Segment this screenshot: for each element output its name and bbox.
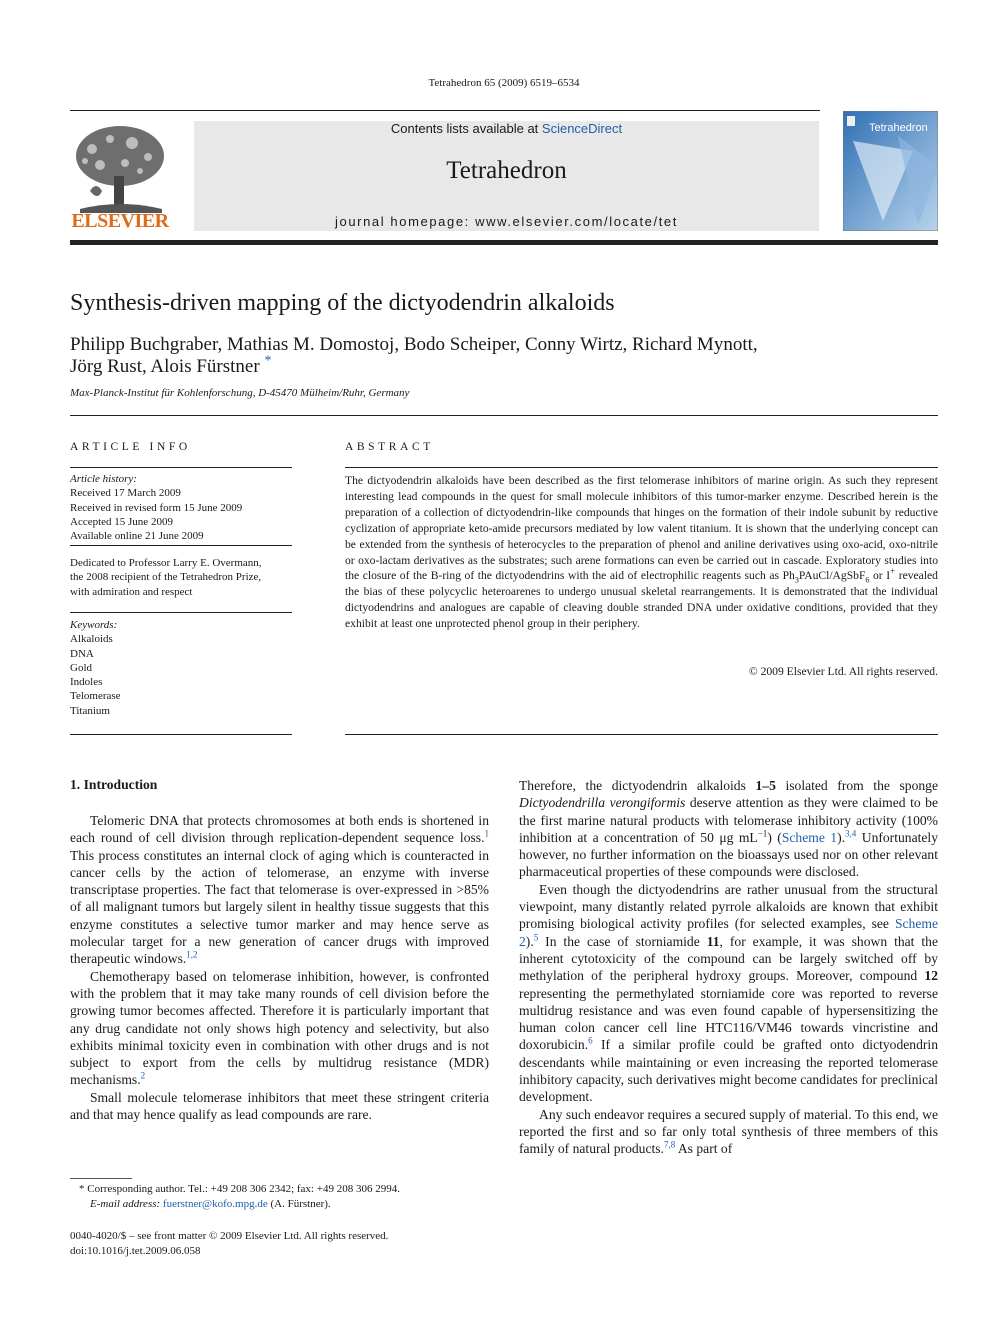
paragraph — [519, 881, 938, 1106]
compound-number: 12 — [924, 968, 938, 984]
footnote-line-2 — [70, 1197, 490, 1212]
dedication-line: Dedicated to Professor Larry E. Overmann, — [70, 557, 262, 569]
text-run: Unfortunately however, no further information on the bioassays used nor on other relevant pharmaceutical properties of these compounds were disclosed. — [519, 829, 939, 880]
paper-title: Synthesis-driven mapping of the dictyodendrin alkaloids — [70, 290, 615, 316]
keywords-label: Keywords: — [70, 619, 118, 631]
front-matter — [70, 1229, 490, 1258]
superscript: + — [890, 566, 896, 577]
journal-homepage[interactable]: journal homepage: www.elsevier.com/locate/tet — [335, 214, 678, 229]
issn-line: 0040-4020/$ – see front matter © 2009 Elsevier Ltd. All rights reserved. — [70, 1230, 389, 1242]
journal-citation: Tetrahedron 65 (2009) 6519–6534 — [428, 77, 580, 89]
abstract-bottom-rule — [345, 734, 938, 735]
authors-line-1: Philipp Buchgraber, Mathias M. Domostoj, Bodo Scheiper, Conny Wirtz, Richard Mynott, — [70, 334, 758, 355]
author-list — [70, 334, 900, 378]
contents-prefix: Contents lists available at — [390, 121, 542, 136]
email-suffix: (A. Fürstner). — [267, 1198, 331, 1210]
compound-number: 11 — [706, 933, 720, 949]
sciencedirect-link[interactable]: ScienceDirect — [541, 121, 623, 136]
scheme-2-link[interactable]: Scheme 2 — [519, 916, 938, 949]
subscript: 3 — [794, 575, 799, 585]
abstract-part: revealed the bias of these polycyclic heteroarenes to undergo unusual skeletal rearrangements. It is demonstrated that the individual dictyodendrins and analogues are capable of cleaving double stranded DNA under oxidative conditions, provided that they exhibit at least one unprotected phenol group in their periphery. — [345, 569, 938, 631]
text-run: In the case of storniamide — [538, 933, 707, 949]
abstract-top-rule — [345, 467, 938, 468]
cover-title: Tetrahedron — [869, 122, 928, 134]
abstract-heading: ABSTRACT — [345, 441, 434, 453]
abstract-text — [345, 473, 938, 632]
journal-name: Tetrahedron — [446, 157, 567, 184]
text-run: deserve attention as they were claimed to be the first marine natural products with telomerase inhibitory activity (100% inhibition at a concentration of 50 μg mL — [519, 795, 938, 845]
history-rule — [70, 545, 292, 546]
text-run: As part of — [675, 1141, 733, 1157]
history-received: Received 17 March 2009 — [70, 487, 181, 500]
footnote-rule — [70, 1178, 132, 1179]
subscript: 6 — [865, 575, 870, 585]
header-top-rule — [70, 110, 820, 111]
text-run: Therefore, the dictyodendrin alkaloids — [519, 778, 756, 793]
reference-link[interactable]: 1,2 — [186, 949, 198, 960]
article-info-heading: ARTICLE INFO — [70, 441, 191, 453]
footnote-contact: Corresponding author. Tel.: +49 208 306 2342; fax: +49 208 306 2994. — [84, 1183, 400, 1195]
abstract-copyright: © 2009 Elsevier Ltd. All rights reserved. — [748, 665, 938, 678]
article-info-rule — [70, 467, 292, 468]
dedication — [70, 556, 292, 599]
text-run: Chemotherapy based on telomerase inhibition, however, is confronted with the problem that it may take many rounds of cell division before the growing tumor becomes affected. Therefore it is particularly important that any drug candidate not only shows high potency and selectivity, but also exhibits minimal toxicity even in combination with other drugs and is not subject to export from the cells by multidrug resistance (MDR) mechanisms. — [70, 968, 489, 1088]
text-run: If a similar profile could be grafted onto dictyodendrin descendants while maintaining or even increasing the reported telomerase inhibitory capacity, such derivatives might become candidates for preclinical development. — [519, 1037, 938, 1105]
dedication-rule — [70, 612, 292, 613]
email-label: E-mail address: — [90, 1198, 161, 1210]
history-revised: Received in revised form 15 June 2009 — [70, 501, 243, 514]
body-column-right — [519, 777, 938, 1158]
author-email-link[interactable]: fuerstner@kofo.mpg.de — [162, 1198, 268, 1210]
header-bottom-rule — [70, 240, 938, 245]
text-run: This process constitutes an internal clock of aging which is counteracted in cancer cells by the action of telomerase, an enzyme with inverse transcriptase properties. The fact that telomerase is over-expressed in >85% of all malignant tumors but largely silent in healthy tissue suggests that this enzyme constitutes a selective tumor marker and may hence serve as molecular target for a new generation of cancer drugs with improved therapeutic windows. — [70, 847, 489, 967]
text-run: Any such endeavor requires a secured supply of material. To this end, we reported the first and so far only total synthesis of three members of this family of natural products. — [519, 1106, 938, 1157]
history-accepted: Accepted 15 June 2009 — [70, 515, 173, 528]
title-bottom-rule — [70, 415, 938, 416]
authors-line-2-names: Jörg Rust, Alois Fürstner — [70, 356, 260, 377]
corresponding-author-marker[interactable]: * — [264, 353, 272, 369]
text-run: ). — [525, 933, 534, 949]
paragraph — [70, 812, 489, 968]
paragraph — [519, 777, 938, 881]
journal-cover-thumbnail — [843, 111, 938, 231]
history-label: Article history: — [70, 473, 137, 485]
authors-line-2 — [70, 353, 900, 378]
reference-link[interactable]: 6 — [588, 1035, 593, 1046]
compound-number: 1–5 — [755, 778, 776, 793]
paragraph — [70, 968, 489, 1089]
introduction-heading: 1. Introduction — [70, 777, 158, 792]
reference-link[interactable]: 2 — [140, 1070, 146, 1081]
text-run: Even though the dictyodendrins are rather unusual from the structural viewpoint, many distantly related pyrrole alkaloids are known that exhibit promising biological activity profiles (for selected examples, see — [519, 881, 938, 932]
text-run: ). — [837, 829, 846, 845]
paragraph — [519, 1106, 938, 1158]
dedication-line: with admiration and respect — [70, 585, 193, 598]
dedication-line: the 2008 recipient of the Tetrahedron Prize, — [70, 571, 262, 584]
reference-link[interactable]: 7,8 — [663, 1139, 676, 1150]
affiliation: Max-Planck-Institut für Kohlenforschung, D-45470 Mülheim/Ruhr, Germany — [70, 387, 410, 399]
scheme-1-link[interactable]: Scheme 1 — [781, 829, 838, 845]
text-run: representing the permethylated storniamide core was reported to reverse multidrug resistance and was even found capable of hypersensitizing the human colon cancer cell line HTC116/VM46 towards vincristine and doxorubicin. — [519, 985, 938, 1053]
corresponding-author-footnote — [70, 1182, 490, 1212]
keyword: Titanium — [70, 704, 110, 717]
keyword: Indoles — [70, 676, 103, 689]
text-run: , for example, it was shown that the inherent cytotoxicity of the compound can be largely switched off by methylation of the peripheral hydroxy groups. Moreover, compound — [519, 933, 938, 984]
contents-line — [194, 121, 819, 136]
abstract-part: or I — [869, 569, 891, 583]
keywords-bottom-rule — [70, 734, 292, 735]
keyword: DNA — [70, 647, 94, 660]
reference-link[interactable]: 5 — [533, 932, 539, 943]
abstract-part: PAuCl/AgSbF — [798, 569, 866, 583]
superscript: −1 — [757, 828, 768, 839]
footnote-marker: * — [79, 1183, 85, 1195]
reference-link[interactable]: 1 — [484, 828, 489, 839]
body-column-left — [70, 812, 489, 1123]
text-run: ) ( — [767, 829, 782, 845]
paragraph: Small molecule telomerase inhibitors that meet these stringent criteria and that may hence qualify as lead compounds are rare. — [70, 1089, 489, 1123]
text-run: Telomeric DNA that protects chromosomes at both ends is shortened in each round of cell division through replication-dependent sequence loss. — [70, 813, 489, 846]
abstract-part: The dictyodendrin alkaloids have been described as the first telomerase inhibitors of marine origin. As such they represent interesting lead compounds in the quest for small molecule inhibitors of this tumor-marker enzyme. Described herein is the preparation of a collection of dictyodendrin-like compounds that hinges on the formation of their indole subunit by reductive cyclization of appropriate keto-amide precursors mediated by low valent titanium. It is shown that the underlying concept can be extended from the synthesis of heterocycles to the preparation of phenol and aniline derivatives using oxo-acid, oxo-nitrile or oxo-lactam derivatives as the substrates; such arene formations can even be carried out in cascade. Exploratory studies into the closure of the B-ring of the dictyodendrins with the aid of electrophilic reagents such as Ph — [345, 474, 938, 583]
keyword: Telomerase — [70, 690, 121, 703]
species-name: Dictyodendrilla verongiformis — [519, 795, 686, 811]
keyword: Gold — [70, 661, 92, 674]
article-history — [70, 472, 292, 543]
footnote-line-1 — [70, 1182, 490, 1197]
doi-line[interactable]: doi:10.1016/j.tet.2009.06.058 — [70, 1244, 201, 1257]
reference-link[interactable]: 3,4 — [845, 828, 857, 839]
keywords — [70, 618, 292, 718]
text-run: isolated from the sponge — [775, 778, 939, 793]
keyword: Alkaloids — [70, 633, 113, 646]
history-online: Available online 21 June 2009 — [70, 530, 204, 543]
elsevier-wordmark: ELSEVIER — [71, 210, 169, 232]
